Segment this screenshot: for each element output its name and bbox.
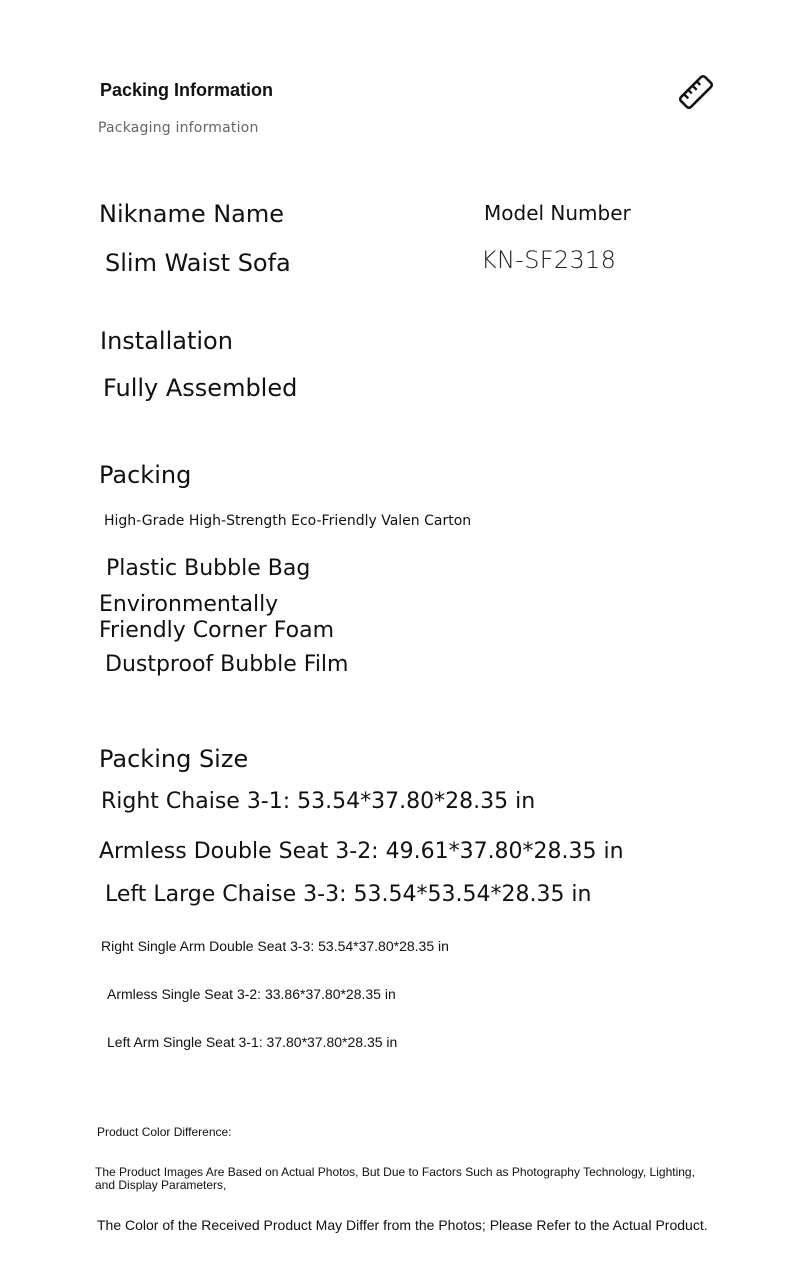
model-number-value: KN-SF2318 xyxy=(481,246,617,274)
ruler-icon xyxy=(676,72,716,112)
model-number-label: Model Number xyxy=(484,201,631,225)
packing-size-label: Packing Size xyxy=(99,745,249,773)
nickname-value: Slim Waist Sofa xyxy=(105,249,291,277)
color-difference-label: Product Color Difference: xyxy=(97,1125,232,1139)
packing-item-corner-foam: Environmentally Friendly Corner Foam xyxy=(99,592,335,643)
packing-item-bubble-bag: Plastic Bubble Bag xyxy=(106,556,311,581)
installation-value: Fully Assembled xyxy=(103,374,298,402)
color-difference-note: The Product Images Are Based on Actual Photos, But Due to Factors Such as Photography Technology, Lighting, and Display Parameters, xyxy=(95,1165,695,1192)
packing-size-item: Armless Single Seat 3-2: 33.86*37.80*28.35 in xyxy=(107,986,396,1002)
packing-item-carton: High-Grade High-Strength Eco-Friendly Valen Carton xyxy=(104,513,472,529)
color-difference-disclaimer: The Color of the Received Product May Differ from the Photos; Please Refer to the Actual Product. xyxy=(97,1217,708,1233)
packing-size-item: Armless Double Seat 3-2: 49.61*37.80*28.35 in xyxy=(99,839,624,864)
page-title: Packing Information xyxy=(100,80,274,100)
nickname-label: Nikname Name xyxy=(99,200,285,228)
packing-size-item: Left Arm Single Seat 3-1: 37.80*37.80*28.35 in xyxy=(107,1034,398,1050)
packing-size-item: Right Chaise 3-1: 53.54*37.80*28.35 in xyxy=(101,789,536,814)
page-subtitle: Packaging information xyxy=(98,120,259,136)
packing-item-bubble-film: Dustproof Bubble Film xyxy=(105,652,349,677)
packing-label: Packing xyxy=(99,461,192,489)
packing-size-item: Right Single Arm Double Seat 3-3: 53.54*37.80*28.35 in xyxy=(101,938,449,954)
installation-label: Installation xyxy=(100,327,233,355)
packing-size-item: Left Large Chaise 3-3: 53.54*53.54*28.35 in xyxy=(105,882,592,907)
